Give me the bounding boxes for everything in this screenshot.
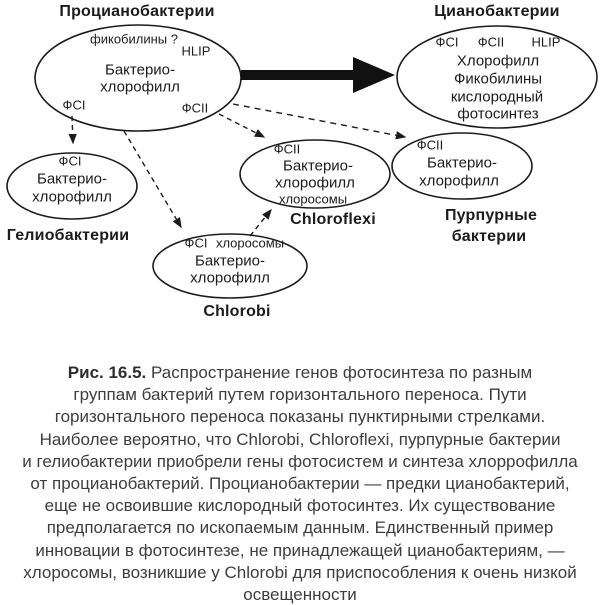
chloroflexi-psii-label: ФСII: [273, 141, 301, 157]
procyano-pigment-line2: хлорофилл: [100, 78, 180, 96]
cyano-phycobilins-label: Фикобилины: [453, 70, 543, 88]
procyano-phycobilins-label: фикобилины ?: [90, 31, 178, 47]
chlorobi-pigment-line2: хлорофилл: [190, 269, 270, 287]
purple-pigment-line2: хлорофилл: [419, 172, 499, 190]
caption-line: Наиболее вероятно, что Chlorobi, Chloroflexi, пурпурные бактерии: [39, 429, 561, 449]
cyano-chlorophyll-label: Хлорофилл: [456, 52, 540, 70]
hgt-arrow-chlorobi-to-chloroflexi: [250, 210, 271, 236]
caption-line: группам бактерий путем горизонтального переноса. Пути: [73, 385, 527, 405]
procyano-psi-label: ФСI: [62, 97, 86, 113]
procyano-psii-label: ФСII: [181, 100, 209, 116]
caption-line: от процианобактерий. Процианобактерии — предки цианобактерий,: [30, 473, 570, 493]
helio-pigment-line2: хлорофилл: [32, 188, 112, 206]
caption-line: инновации в фотосинтезе, не принадлежащей цианобактериям, —: [35, 540, 565, 560]
cyano-psii-label: ФСII: [477, 34, 505, 50]
cyano-oxygenic-label-line2: фотосинтез: [457, 105, 539, 123]
chloroflexi-pigment-line2: хлорофилл: [275, 174, 355, 192]
chlorobi-label: Chlorobi: [203, 303, 271, 320]
caption-line: хлоросомы, возникшие у Chlorobi для приспособления к очень низкой: [23, 562, 577, 582]
chlorobi-pigment-line1: Бактерио-: [194, 252, 266, 270]
caption-line: и гелиобактерии приобрели гены фотосистем и синтеза хлоррофилла: [22, 451, 578, 471]
purple-pigment-line1: Бактерио-: [426, 154, 498, 172]
figure-number: Рис. 16.5.: [67, 363, 147, 382]
helio-pigment-line1: Бактерио-: [36, 170, 108, 188]
caption-line: предполагается по ископаемым данным. Единственный пример: [46, 518, 554, 538]
hgt-arrow-to-chlorobi: [124, 131, 181, 227]
chloroflexi-label: Chloroflexi: [290, 211, 376, 228]
procyanobacteria-title: Процианобактерии: [59, 3, 215, 20]
procyano-pigment-line1: Бактерио-: [104, 61, 176, 79]
chlorobi-chlorosomes-label: хлоросомы: [215, 235, 285, 251]
hgt-arrow-psii-to-purple-bacteria: [233, 104, 405, 137]
descent-arrow-procyano-to-cyano: [241, 57, 395, 93]
purple-bacteria-label-line2: бактерии: [451, 228, 527, 245]
caption-line: [0, 362, 600, 384]
figure-caption: [0, 362, 600, 605]
hgt-arrow-psi-to-heliobacteria: [72, 116, 73, 143]
cyano-psi-label: ФСI: [435, 34, 459, 50]
purple-psii-label: ФСII: [416, 137, 444, 153]
caption-line: горизонтального переноса показаны пунктирными стрелками.: [54, 407, 546, 427]
caption-line-1-text: Распространение генов фотосинтеза по разным: [151, 363, 533, 382]
chloroflexi-pigment-line1: Бактерио-: [282, 157, 354, 175]
heliobacteria-label: Гелиобактерии: [6, 227, 130, 244]
cyanobacteria-title: Цианобактерии: [434, 3, 560, 20]
procyano-hlip-label: HLIP: [181, 43, 211, 59]
cyano-hlip-label: HLIP: [531, 34, 561, 50]
hgt-arrow-psii-to-chloroflexi: [219, 114, 264, 137]
chloroflexi-chlorosomes-label: хлоросомы: [278, 191, 348, 207]
cyano-oxygenic-label-line1: кислородный: [450, 88, 544, 106]
helio-psi-label: ФСI: [58, 153, 82, 169]
caption-line: еще не освоившие кислородный фотосинтез. Их существование: [44, 496, 556, 516]
chlorobi-psi-label: ФСI: [184, 235, 208, 251]
purple-bacteria-label-line1: Пурпурные: [444, 207, 538, 224]
caption-line: освещенности: [243, 584, 357, 604]
